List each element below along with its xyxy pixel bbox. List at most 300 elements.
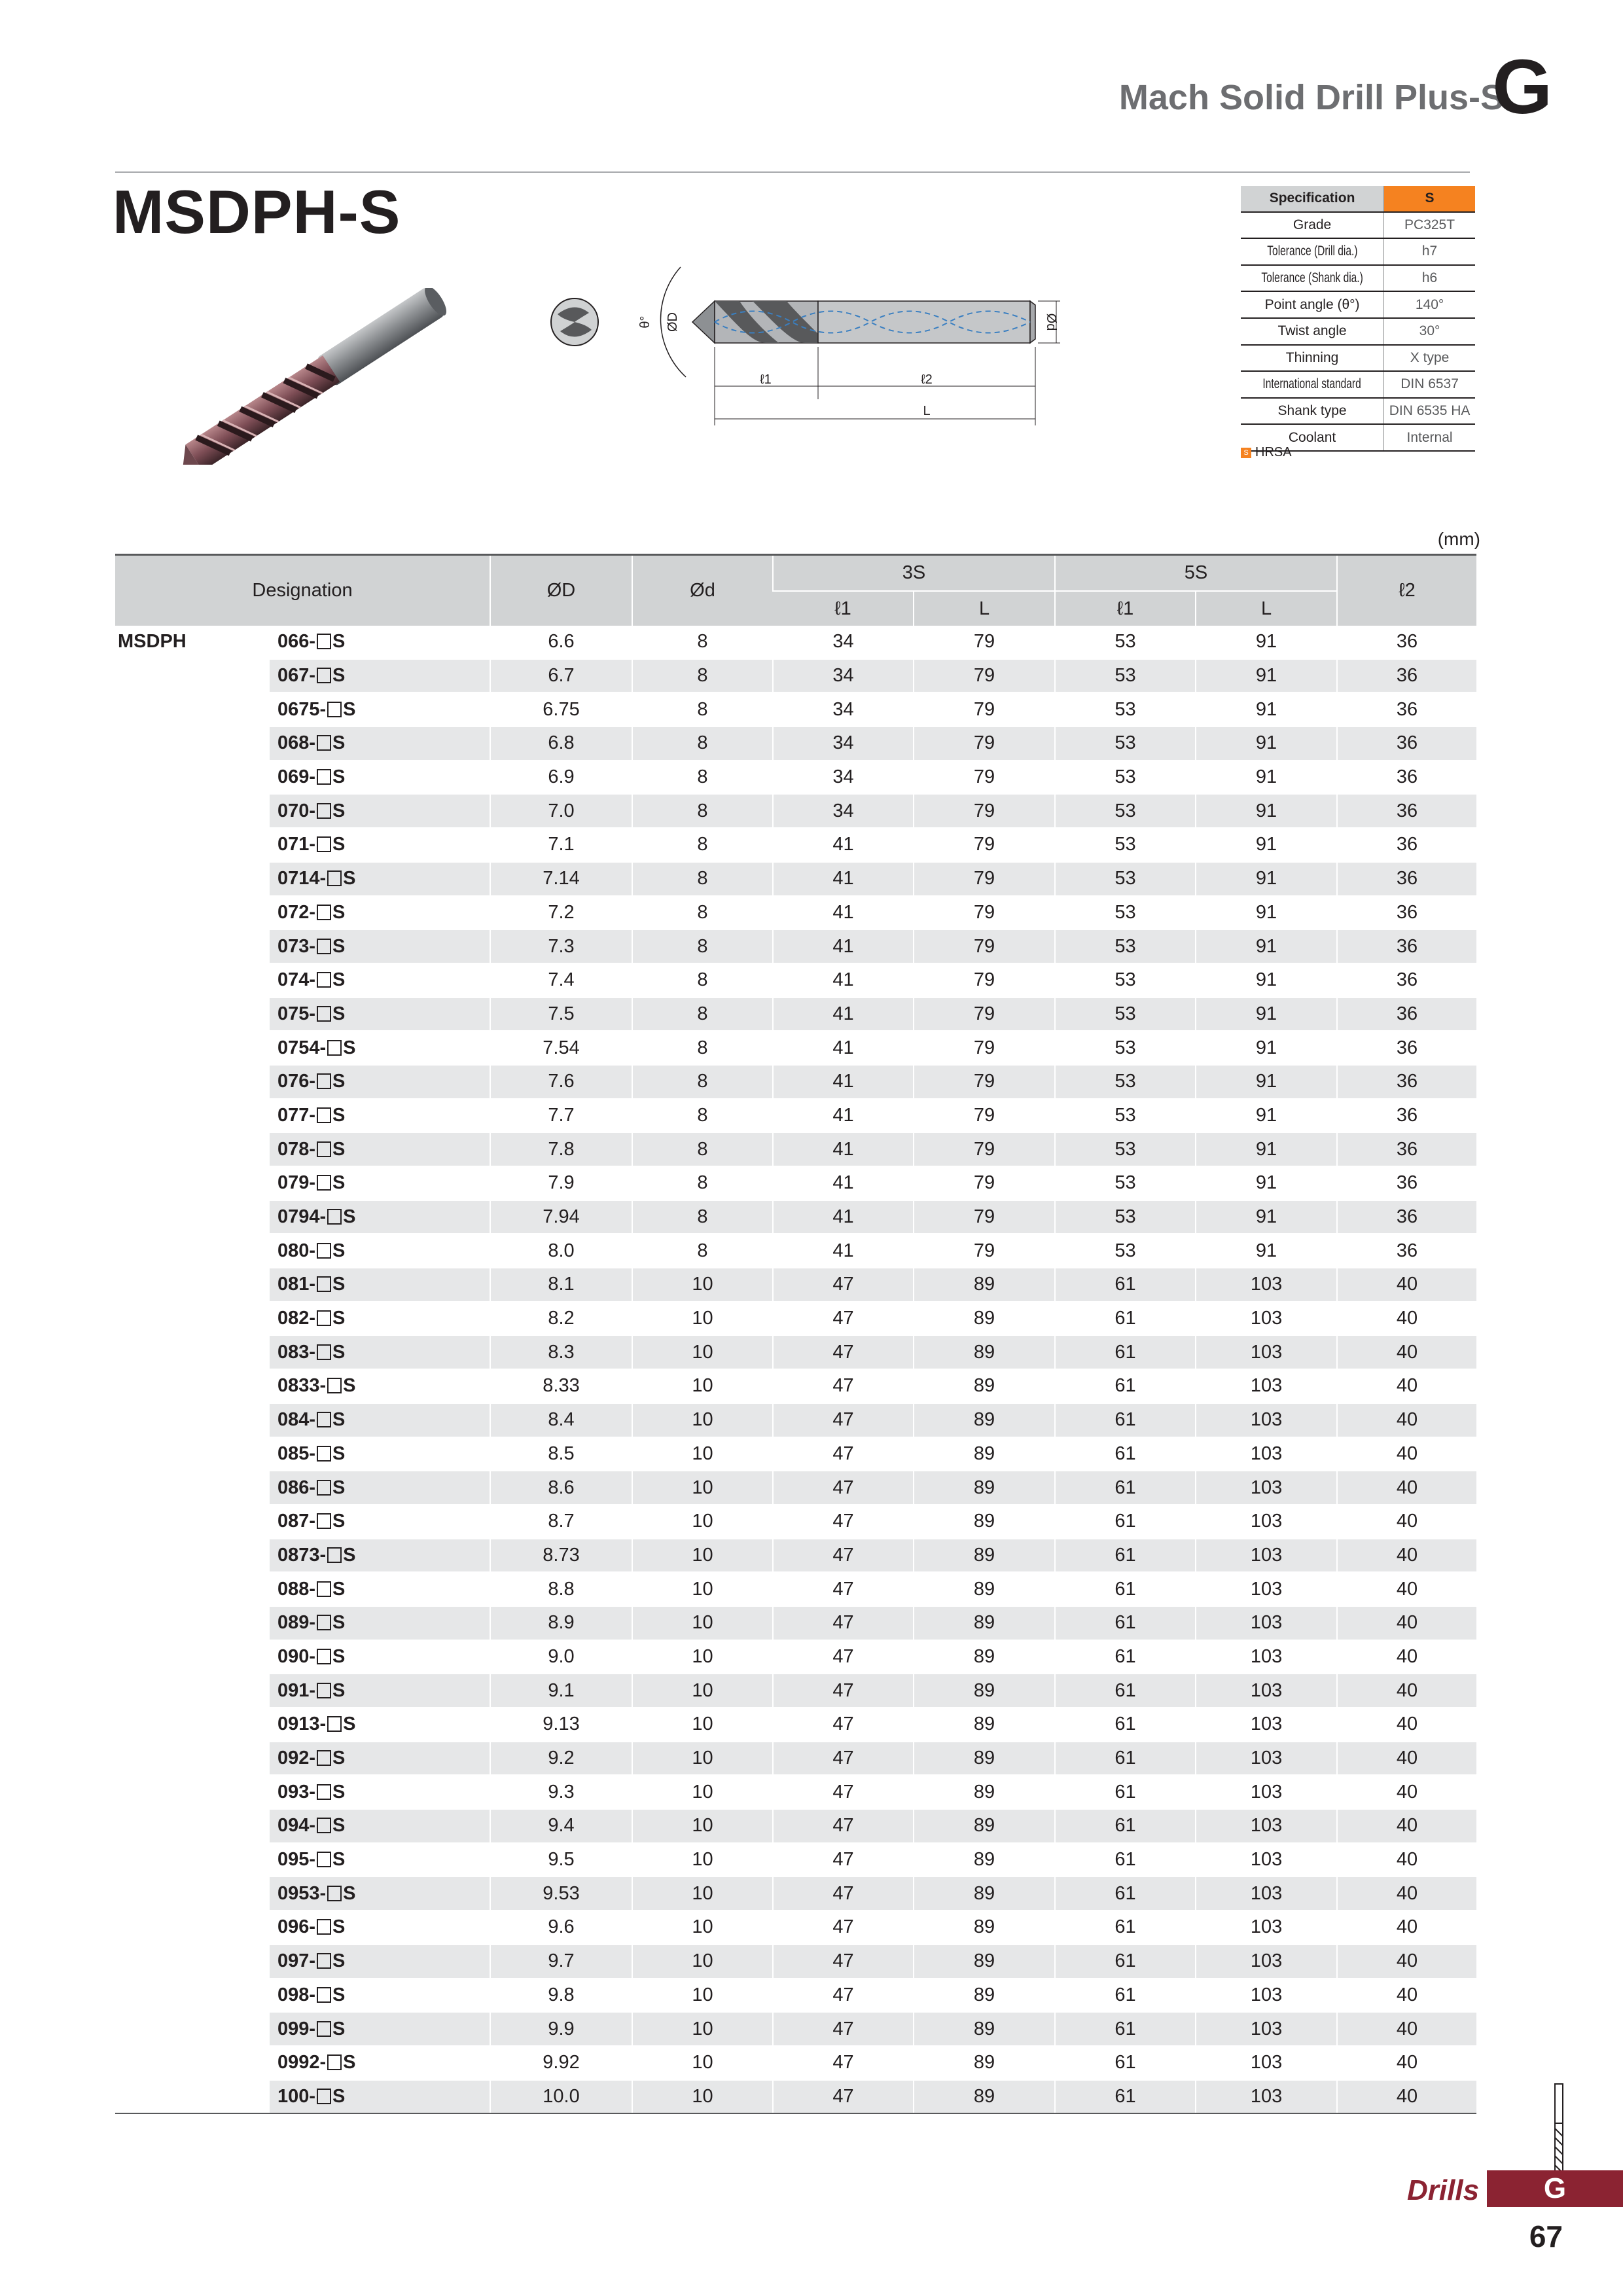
designation-code: 094- [277, 1815, 316, 1837]
designation-suffix: S [332, 935, 346, 957]
length-placeholder-box [317, 1073, 331, 1089]
designation-code: 093- [277, 1781, 316, 1803]
cell-D: 9.5 [490, 1843, 632, 1877]
cell-d: 10 [632, 1471, 773, 1505]
cell-L-3s: 89 [914, 1268, 1055, 1302]
designation-suffix: S [332, 800, 346, 821]
spec-label [1241, 265, 1384, 292]
designation-code: 076- [277, 1071, 316, 1092]
designation-suffix: S [332, 1916, 346, 1938]
table-row [115, 1471, 1476, 1505]
cell-l2: 40 [1337, 1640, 1476, 1674]
spec-row [1241, 238, 1475, 265]
designation-cell [270, 1166, 490, 1200]
designation-cell [270, 692, 490, 726]
designation-cell [270, 1200, 490, 1234]
cell-L-5s: 91 [1196, 726, 1337, 761]
length-placeholder-box [317, 1615, 331, 1630]
unit-label: (mm) [1437, 529, 1480, 549]
cell-l2: 36 [1337, 997, 1476, 1031]
cell-d: 10 [632, 2012, 773, 2046]
table-row [115, 1843, 1476, 1877]
designation-cell [270, 1132, 490, 1166]
designation-suffix: S [332, 1781, 346, 1803]
cell-D: 7.14 [490, 862, 632, 896]
cell-D: 6.6 [490, 626, 632, 659]
cell-l1-5s: 53 [1055, 794, 1196, 828]
cell-l1-5s: 61 [1055, 1369, 1196, 1403]
cell-D: 7.2 [490, 896, 632, 930]
cell-l1-3s: 47 [773, 1843, 914, 1877]
designation-code: 083- [277, 1341, 316, 1363]
table-row [115, 1099, 1476, 1133]
table-row [115, 1876, 1476, 1910]
header-rule [115, 171, 1470, 173]
cell-L-3s: 89 [914, 1910, 1055, 1945]
designation-code: 0992- [277, 2052, 327, 2073]
cell-l1-3s: 41 [773, 1234, 914, 1268]
cell-l2: 40 [1337, 1369, 1476, 1403]
designation-code: 0913- [277, 1713, 327, 1735]
cell-L-3s: 79 [914, 1065, 1055, 1099]
designation-suffix: S [332, 1341, 346, 1363]
series-cell [115, 2046, 270, 2080]
series-cell [115, 1775, 270, 1809]
length-placeholder-box [317, 1784, 331, 1800]
designation-cell [270, 963, 490, 997]
series-cell [115, 828, 270, 862]
cell-D: 8.5 [490, 1437, 632, 1471]
cell-L-5s: 103 [1196, 1606, 1337, 1640]
header-3s: 3S [773, 555, 1055, 592]
designation-suffix: S [343, 1882, 356, 1904]
cell-L-3s: 79 [914, 963, 1055, 997]
table-row [115, 1437, 1476, 1471]
cell-d: 8 [632, 659, 773, 693]
cell-L-5s: 103 [1196, 1945, 1337, 1979]
cell-l1-3s: 47 [773, 1708, 914, 1742]
table-row [115, 1369, 1476, 1403]
cell-l1-5s: 61 [1055, 1302, 1196, 1336]
cell-l2: 40 [1337, 1708, 1476, 1742]
series-cell [115, 862, 270, 896]
cell-d: 10 [632, 1775, 773, 1809]
length-placeholder-box [317, 1953, 331, 1969]
designation-code: 098- [277, 1984, 316, 2005]
spec-label-text: International standard [1262, 376, 1362, 392]
cell-D: 8.1 [490, 1268, 632, 1302]
cell-D: 7.1 [490, 828, 632, 862]
cell-L-5s: 103 [1196, 1335, 1337, 1369]
length-placeholder-box [327, 702, 342, 717]
cell-l1-3s: 47 [773, 2012, 914, 2046]
designation-suffix: S [343, 868, 356, 889]
table-row [115, 1910, 1476, 1945]
cell-D: 9.7 [490, 1945, 632, 1979]
cell-l2: 36 [1337, 929, 1476, 963]
table-row [115, 659, 1476, 693]
cell-d: 10 [632, 2080, 773, 2114]
table-row [115, 1742, 1476, 1776]
cell-L-3s: 79 [914, 862, 1055, 896]
table-row [115, 626, 1476, 659]
spec-row [1241, 345, 1475, 372]
cell-l1-3s: 41 [773, 828, 914, 862]
table-row [115, 828, 1476, 862]
cell-L-5s: 103 [1196, 2012, 1337, 2046]
header-5s: 5S [1055, 555, 1337, 592]
designation-code: 0714- [277, 868, 327, 889]
designation-code: 0754- [277, 1037, 327, 1058]
cell-D: 6.8 [490, 726, 632, 761]
cell-L-5s: 91 [1196, 1200, 1337, 1234]
cell-L-3s: 79 [914, 692, 1055, 726]
designation-suffix: S [343, 1713, 356, 1735]
cell-d: 10 [632, 1742, 773, 1776]
cell-L-5s: 103 [1196, 1979, 1337, 2013]
cell-L-3s: 89 [914, 1742, 1055, 1776]
series-cell [115, 1302, 270, 1336]
designation-cell [270, 929, 490, 963]
designation-code: 0873- [277, 1544, 327, 1566]
designation-cell [270, 1437, 490, 1471]
designation-cell [270, 794, 490, 828]
designation-code: 071- [277, 834, 316, 855]
cell-l2: 40 [1337, 2046, 1476, 2080]
cell-l1-5s: 53 [1055, 1132, 1196, 1166]
series-cell [115, 1234, 270, 1268]
cell-D: 7.4 [490, 963, 632, 997]
cell-l1-3s: 47 [773, 1539, 914, 1573]
spec-label-text: Point angle (θ°) [1264, 296, 1360, 312]
designation-code: 087- [277, 1511, 316, 1532]
cell-l2: 40 [1337, 1674, 1476, 1708]
cell-l2: 36 [1337, 896, 1476, 930]
cell-l2: 40 [1337, 1742, 1476, 1776]
cell-l2: 36 [1337, 963, 1476, 997]
cell-l2: 36 [1337, 1065, 1476, 1099]
table-row [115, 726, 1476, 761]
cell-l1-3s: 34 [773, 726, 914, 761]
cell-d: 10 [632, 1572, 773, 1606]
section-letter: G [1492, 44, 1552, 130]
cell-D: 7.7 [490, 1099, 632, 1133]
cell-l1-5s: 61 [1055, 2046, 1196, 2080]
designation-cell [270, 828, 490, 862]
cell-L-3s: 89 [914, 1437, 1055, 1471]
cell-l1-3s: 34 [773, 626, 914, 659]
series-cell [115, 1437, 270, 1471]
series-cell [115, 1099, 270, 1133]
designation-cell [270, 1065, 490, 1099]
designation-cell [270, 1268, 490, 1302]
cell-l1-5s: 61 [1055, 1674, 1196, 1708]
cell-D: 8.9 [490, 1606, 632, 1640]
designation-suffix: S [332, 1578, 346, 1600]
length-placeholder-box [317, 2089, 331, 2104]
cell-d: 8 [632, 1065, 773, 1099]
cell-L-3s: 79 [914, 1099, 1055, 1133]
spec-row [1241, 318, 1475, 345]
header-3s-l1: ℓ1 [773, 591, 914, 626]
table-row [115, 1065, 1476, 1099]
designation-cell [270, 1843, 490, 1877]
designation-cell [270, 862, 490, 896]
length-placeholder-box [317, 905, 331, 920]
designation-code: 0833- [277, 1375, 327, 1397]
designation-suffix: S [332, 1071, 346, 1092]
cell-L-3s: 89 [914, 1505, 1055, 1539]
cell-l1-5s: 61 [1055, 1403, 1196, 1437]
cell-d: 10 [632, 1268, 773, 1302]
cell-l1-3s: 47 [773, 2046, 914, 2080]
spec-label [1241, 371, 1384, 398]
cell-l1-3s: 41 [773, 1099, 914, 1133]
cell-L-5s: 91 [1196, 862, 1337, 896]
cell-l1-3s: 47 [773, 1640, 914, 1674]
spec-label-text: Grade [1293, 217, 1332, 232]
legend-marker: S [1241, 448, 1251, 458]
table-row [115, 997, 1476, 1031]
designation-code: 097- [277, 1950, 316, 1972]
table-row [115, 963, 1476, 997]
cell-D: 8.4 [490, 1403, 632, 1437]
spec-row [1241, 398, 1475, 425]
table-row [115, 1200, 1476, 1234]
cell-d: 10 [632, 1505, 773, 1539]
designation-cell [270, 1471, 490, 1505]
cell-L-5s: 103 [1196, 1674, 1337, 1708]
cell-l1-3s: 47 [773, 1268, 914, 1302]
cell-l1-5s: 61 [1055, 1539, 1196, 1573]
cell-l1-5s: 61 [1055, 2012, 1196, 2046]
cell-l2: 36 [1337, 1031, 1476, 1065]
designation-suffix: S [332, 1950, 346, 1972]
designation-code: 072- [277, 901, 316, 923]
designation-cell [270, 1640, 490, 1674]
spec-label-text: Tolerance (Shank dia.) [1261, 270, 1363, 286]
designation-suffix: S [332, 665, 346, 687]
cell-d: 10 [632, 1640, 773, 1674]
cell-L-3s: 89 [914, 1674, 1055, 1708]
cell-d: 8 [632, 1099, 773, 1133]
cell-l1-3s: 47 [773, 1572, 914, 1606]
series-cell [115, 997, 270, 1031]
table-row [115, 1132, 1476, 1166]
designation-code: 089- [277, 1612, 316, 1634]
cell-L-3s: 79 [914, 828, 1055, 862]
cell-l1-5s: 53 [1055, 1099, 1196, 1133]
cell-D: 9.8 [490, 1979, 632, 2013]
series-cell [115, 1132, 270, 1166]
cell-l1-5s: 61 [1055, 1572, 1196, 1606]
length-placeholder-box [327, 1378, 342, 1393]
series-cell [115, 1200, 270, 1234]
cell-d: 10 [632, 1809, 773, 1843]
table-row [115, 1302, 1476, 1336]
series-cell [115, 963, 270, 997]
length-placeholder-box [317, 668, 331, 683]
cell-L-3s: 79 [914, 726, 1055, 761]
spec-value: DIN 6537 [1384, 371, 1475, 398]
designation-suffix: S [332, 1679, 346, 1701]
designation-suffix: S [332, 2018, 346, 2039]
cell-D: 9.4 [490, 1809, 632, 1843]
cell-l2: 40 [1337, 1843, 1476, 1877]
designation-code: 085- [277, 1443, 316, 1464]
spec-label-text: Tolerance (Drill dia.) [1266, 243, 1358, 259]
cell-D: 10.0 [490, 2080, 632, 2114]
cell-d: 8 [632, 626, 773, 659]
designation-suffix: S [343, 1037, 356, 1058]
cell-l1-5s: 61 [1055, 1910, 1196, 1945]
cell-D: 7.6 [490, 1065, 632, 1099]
cell-d: 10 [632, 1403, 773, 1437]
designation-cell [270, 1876, 490, 1910]
series-cell [115, 929, 270, 963]
cell-l1-5s: 61 [1055, 1708, 1196, 1742]
table-row [115, 1166, 1476, 1200]
designation-code: 080- [277, 1240, 316, 1261]
designation-suffix: S [332, 1409, 346, 1431]
cell-l2: 40 [1337, 1505, 1476, 1539]
cell-l1-3s: 47 [773, 1945, 914, 1979]
cell-l2: 36 [1337, 1234, 1476, 1268]
cell-D: 9.0 [490, 1640, 632, 1674]
cell-l1-3s: 41 [773, 929, 914, 963]
cell-L-5s: 91 [1196, 1166, 1337, 1200]
designation-cell [270, 1910, 490, 1945]
length-placeholder-box [317, 1581, 331, 1597]
cell-d: 8 [632, 1031, 773, 1065]
series-cell [115, 1708, 270, 1742]
length-placeholder-box [327, 870, 342, 886]
cell-L-5s: 103 [1196, 1640, 1337, 1674]
length-placeholder-box [327, 1886, 342, 1901]
header-d: Ød [632, 555, 773, 626]
legend-text: HRSA [1255, 445, 1292, 459]
table-row [115, 2046, 1476, 2080]
series-cell [115, 659, 270, 693]
series-cell [115, 692, 270, 726]
cell-D: 7.54 [490, 1031, 632, 1065]
designation-cell [270, 1979, 490, 2013]
cell-L-3s: 89 [914, 1606, 1055, 1640]
designation-cell [270, 1606, 490, 1640]
cell-L-5s: 103 [1196, 1268, 1337, 1302]
cell-l1-5s: 61 [1055, 1505, 1196, 1539]
designation-cell [270, 1708, 490, 1742]
spec-row [1241, 291, 1475, 318]
cell-D: 8.73 [490, 1539, 632, 1573]
series-cell [115, 1979, 270, 2013]
cell-L-3s: 79 [914, 1166, 1055, 1200]
cell-d: 10 [632, 2046, 773, 2080]
cell-d: 8 [632, 1166, 773, 1200]
cell-D: 6.7 [490, 659, 632, 693]
cell-L-5s: 103 [1196, 1572, 1337, 1606]
series-cell [115, 2080, 270, 2114]
length-placeholder-box [327, 1040, 342, 1056]
cell-D: 9.6 [490, 1910, 632, 1945]
cell-l2: 40 [1337, 1471, 1476, 1505]
cell-L-5s: 103 [1196, 1302, 1337, 1336]
designation-suffix: S [343, 1375, 356, 1397]
grade-legend [1241, 445, 1292, 460]
length-placeholder-box [317, 1513, 331, 1529]
series-cell [115, 1876, 270, 1910]
header-title: Mach Solid Drill Plus-S [1118, 78, 1504, 117]
length-placeholder-box [317, 836, 331, 852]
designation-suffix: S [332, 766, 346, 788]
length-placeholder-box [317, 735, 331, 751]
designation-cell [270, 1099, 490, 1133]
cell-D: 8.0 [490, 1234, 632, 1268]
cell-L-5s: 103 [1196, 1843, 1337, 1877]
table-row [115, 896, 1476, 930]
length-placeholder-box [317, 972, 331, 988]
header-5s-l1: ℓ1 [1055, 591, 1196, 626]
series-cell [115, 1809, 270, 1843]
table-row [115, 761, 1476, 795]
cell-l2: 40 [1337, 1572, 1476, 1606]
cell-l2: 40 [1337, 1539, 1476, 1573]
cell-L-3s: 79 [914, 659, 1055, 693]
designation-cell [270, 626, 490, 659]
cell-L-5s: 91 [1196, 692, 1337, 726]
cell-d: 8 [632, 929, 773, 963]
table-row [115, 1031, 1476, 1065]
cell-d: 8 [632, 963, 773, 997]
series-cell [115, 1166, 270, 1200]
cell-d: 10 [632, 1945, 773, 1979]
cell-l1-5s: 61 [1055, 1268, 1196, 1302]
spec-value: Internal [1384, 424, 1475, 451]
cell-D: 8.3 [490, 1335, 632, 1369]
cell-L-3s: 89 [914, 1876, 1055, 1910]
spec-row [1241, 265, 1475, 292]
designation-suffix: S [332, 1240, 346, 1261]
cell-d: 8 [632, 1200, 773, 1234]
cell-L-3s: 89 [914, 1809, 1055, 1843]
cell-l1-3s: 41 [773, 1132, 914, 1166]
designation-suffix: S [332, 1172, 346, 1194]
cell-L-3s: 79 [914, 626, 1055, 659]
cell-l2: 36 [1337, 726, 1476, 761]
series-cell [115, 1539, 270, 1573]
spec-value: PC325T [1384, 212, 1475, 239]
cell-l1-5s: 53 [1055, 626, 1196, 659]
header-D: ØD [490, 555, 632, 626]
cell-l1-5s: 53 [1055, 1031, 1196, 1065]
spec-header-label: Specification [1241, 186, 1384, 212]
cell-L-5s: 103 [1196, 2080, 1337, 2114]
cell-l1-3s: 47 [773, 1979, 914, 2013]
designation-code: 084- [277, 1409, 316, 1431]
designation-suffix: S [332, 1984, 346, 2005]
spec-row [1241, 212, 1475, 239]
cell-L-5s: 91 [1196, 828, 1337, 862]
cell-D: 8.33 [490, 1369, 632, 1403]
designation-suffix: S [343, 698, 356, 720]
cell-d: 8 [632, 997, 773, 1031]
spec-label [1241, 212, 1384, 239]
table-row [115, 1572, 1476, 1606]
spec-label-text: Twist angle [1277, 323, 1347, 339]
cell-l1-3s: 47 [773, 1876, 914, 1910]
cell-L-3s: 79 [914, 1200, 1055, 1234]
cell-l2: 36 [1337, 1166, 1476, 1200]
